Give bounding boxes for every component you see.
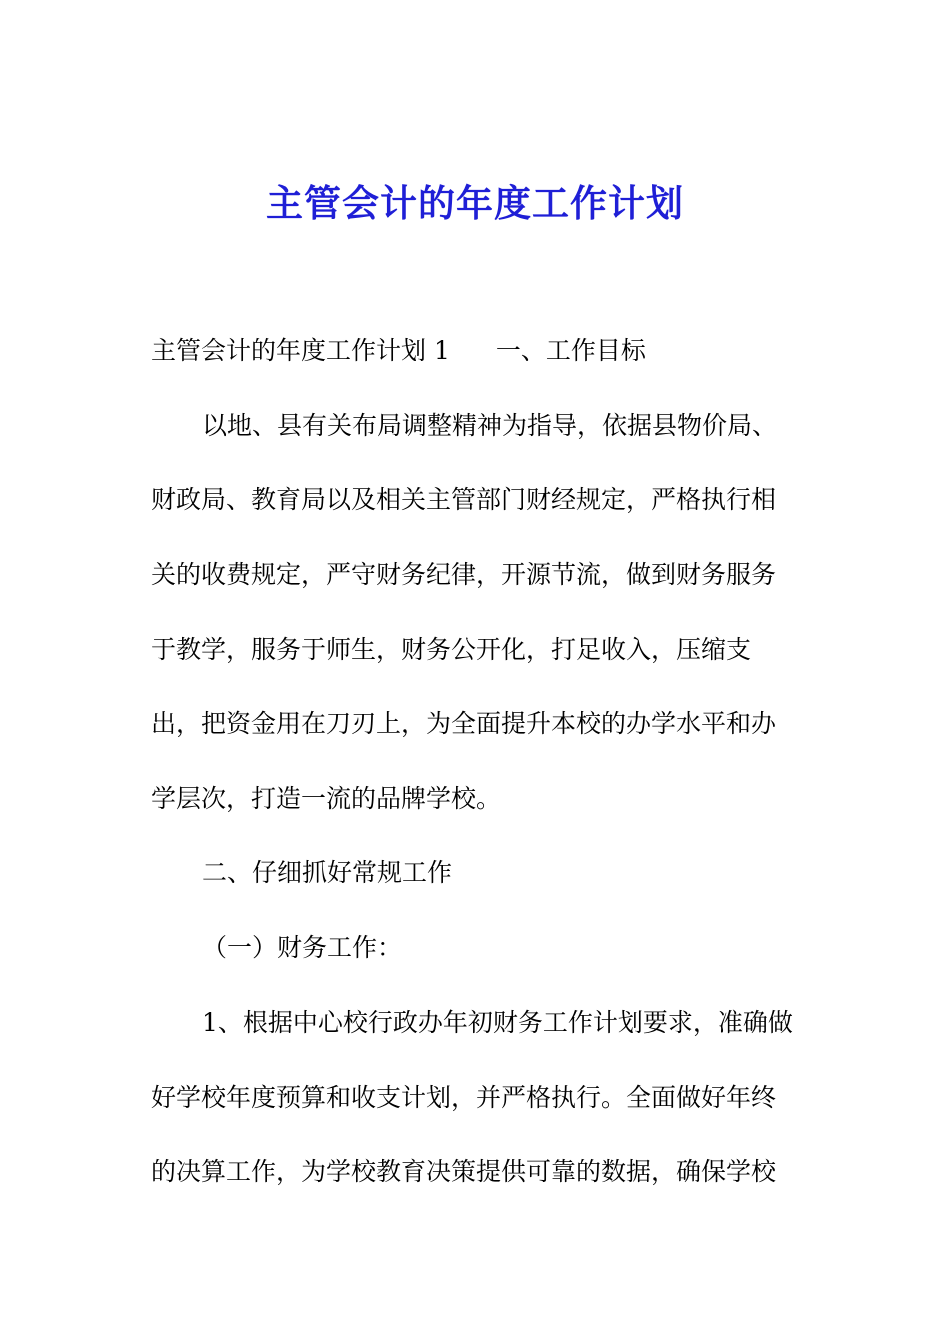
section-heading: 一、工作目标 xyxy=(495,336,646,365)
paragraph-line: 关的收费规定，严守财务纪律，开源节流，做到财务服务 xyxy=(151,560,777,589)
document-title: 主管会计的年度工作计划 xyxy=(266,182,684,225)
plan-label: 主管会计的年度工作计划 1 xyxy=(151,336,450,365)
paragraph-line: 1、根据中心校行政办年初财务工作计划要求，准确做 xyxy=(202,1008,793,1037)
subsection-heading: （一）财务工作： xyxy=(202,933,403,962)
section-heading-line xyxy=(151,333,646,369)
paragraph-line: 出，把资金用在刀刃上，为全面提升本校的办学水平和办 xyxy=(151,709,777,738)
paragraph-line: 于教学，服务于师生，财务公开化，打足收入，压缩支 xyxy=(151,635,752,664)
paragraph-line: 学层次，打造一流的品牌学校。 xyxy=(151,784,502,813)
paragraph-line: 的决算工作，为学校教育决策提供可靠的数据，确保学校 xyxy=(151,1157,777,1186)
paragraph-line: 以地、县有关布局调整精神为指导，依据县物价局、 xyxy=(202,411,778,440)
section-heading: 二、仔细抓好常规工作 xyxy=(202,858,453,887)
paragraph-line: 财政局、教育局以及相关主管部门财经规定，严格执行相 xyxy=(151,485,777,514)
paragraph-line: 好学校年度预算和收支计划，并严格执行。全面做好年终 xyxy=(151,1083,777,1112)
